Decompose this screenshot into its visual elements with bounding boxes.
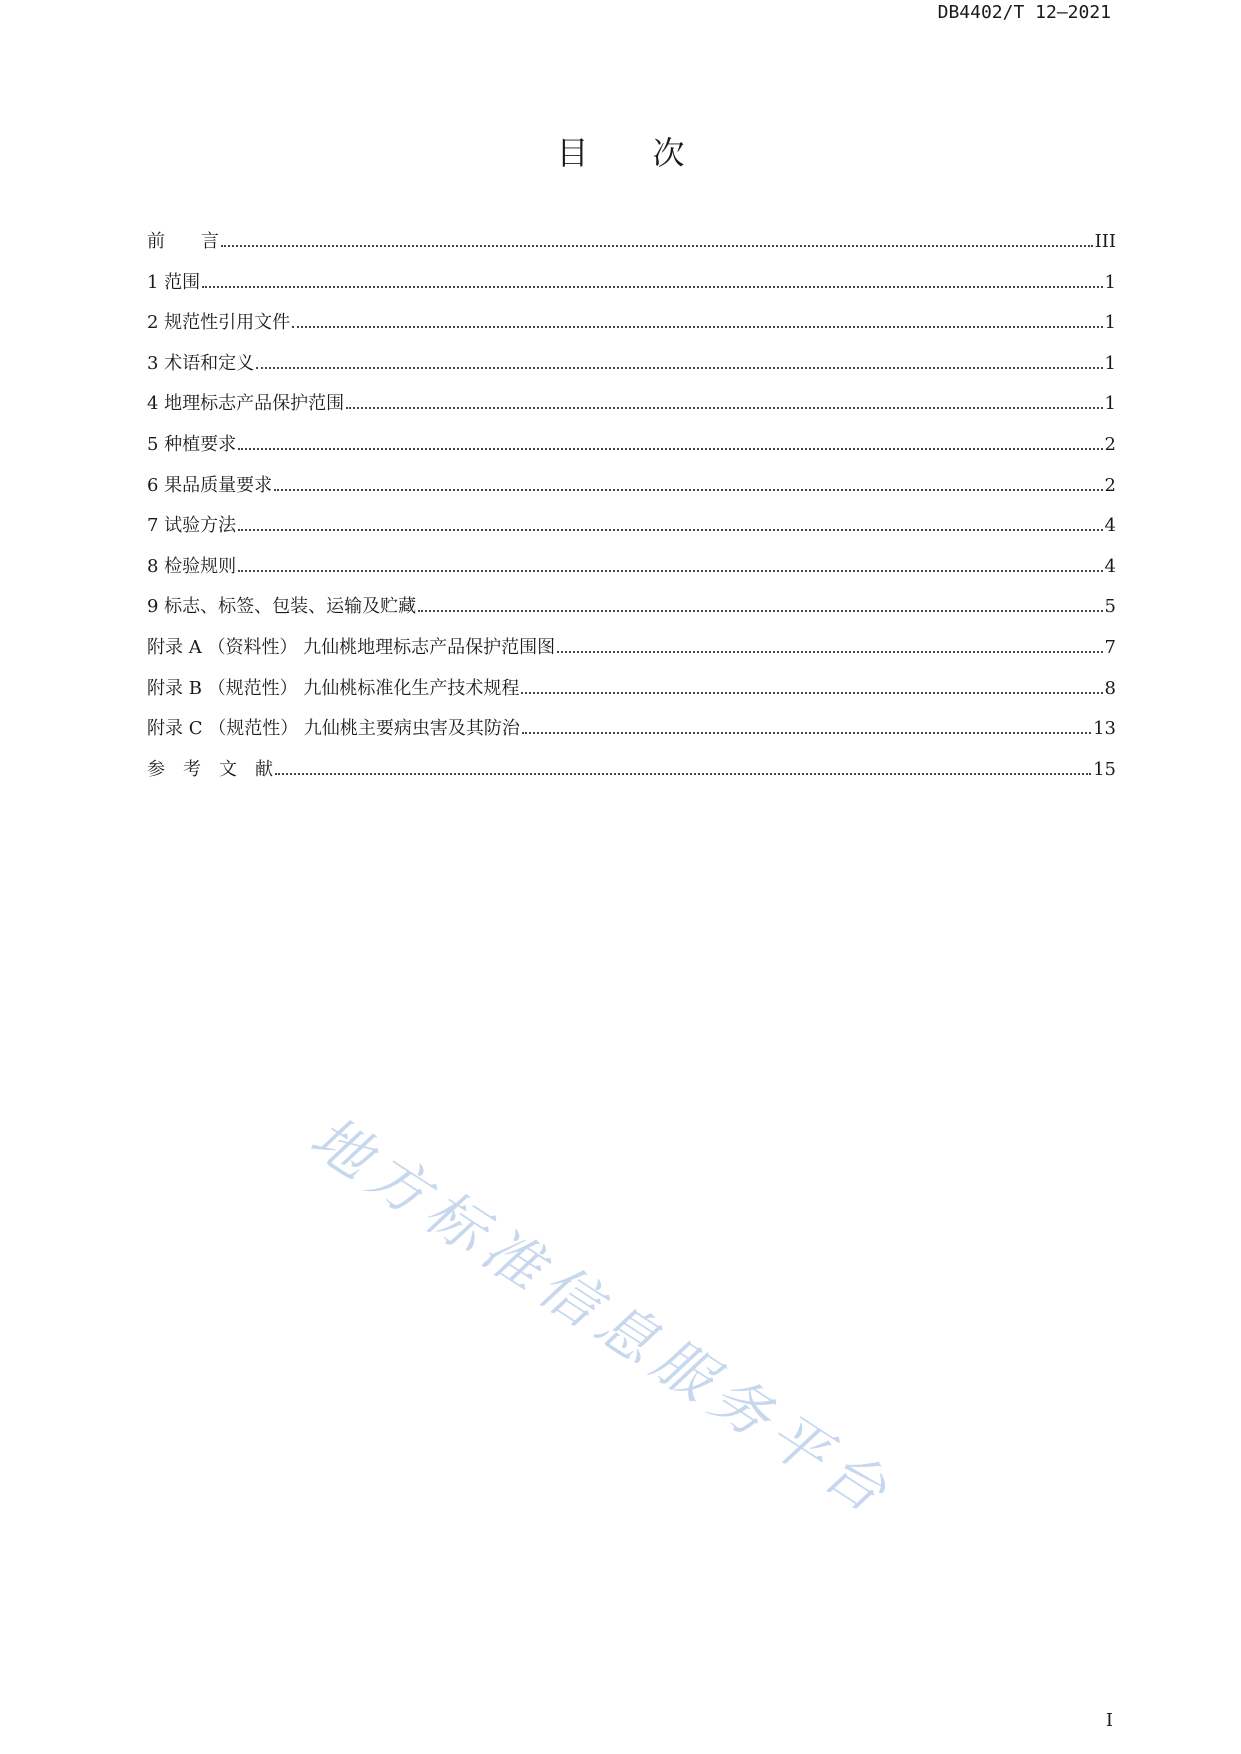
toc-entry-page: 1 xyxy=(1104,352,1116,374)
toc-entry-annex-b[interactable] xyxy=(147,677,1116,718)
toc-entry-page: III xyxy=(1094,231,1116,252)
toc-entry-bibliography[interactable] xyxy=(147,758,1116,799)
toc-entry-label: 附录 C （规范性） 九仙桃主要病虫害及其防治 xyxy=(147,718,520,740)
toc-dot-leader xyxy=(557,650,1102,653)
toc-entry-protection-area[interactable] xyxy=(147,392,1116,433)
toc-entry-page: 8 xyxy=(1104,677,1116,699)
toc-entry-planting-requirements[interactable] xyxy=(147,433,1116,474)
toc-entry-test-methods[interactable] xyxy=(147,514,1116,555)
toc-dot-leader xyxy=(521,691,1102,694)
toc-entry-label: 附录 B （规范性） 九仙桃标准化生产技术规程 xyxy=(147,677,520,699)
watermark: 地方标准信息服务平台 xyxy=(298,1102,907,1531)
toc-dot-leader xyxy=(238,447,1102,450)
toc-entry-page: 13 xyxy=(1093,718,1116,740)
toc-entry-page: 2 xyxy=(1104,433,1116,455)
toc-dot-leader xyxy=(275,772,1091,775)
toc-entry-label: 4 地理标志产品保护范围 xyxy=(147,393,345,415)
toc-entry-label: 5 种植要求 xyxy=(147,433,237,455)
toc-entry-annex-c[interactable] xyxy=(147,717,1116,758)
toc-entry-page: 7 xyxy=(1104,636,1116,658)
toc-entry-page: 1 xyxy=(1104,312,1116,334)
toc-entry-label: 8 检验规则 xyxy=(147,555,237,577)
toc-entry-foreword[interactable] xyxy=(147,230,1116,271)
toc-entry-inspection-rules[interactable] xyxy=(147,555,1116,596)
toc-entry-label: 1 范围 xyxy=(147,271,201,293)
toc-dot-leader xyxy=(238,528,1102,531)
page-number: I xyxy=(1105,1710,1113,1731)
toc-dot-leader xyxy=(202,285,1102,288)
toc-dot-leader xyxy=(238,569,1102,572)
toc-entry-label: 6 果品质量要求 xyxy=(147,474,273,496)
toc-entry-label: 2 规范性引用文件 xyxy=(147,312,291,334)
toc-entry-label: 3 术语和定义 xyxy=(147,352,255,374)
page-title: 目 次 xyxy=(556,134,685,172)
toc-entry-page: 1 xyxy=(1104,271,1116,293)
toc-entry-scope[interactable] xyxy=(147,271,1116,312)
toc-entry-fruit-quality[interactable] xyxy=(147,474,1116,515)
toc-entry-page: 4 xyxy=(1104,555,1116,577)
toc-dot-leader xyxy=(221,244,1093,247)
toc-dot-leader xyxy=(346,406,1102,409)
toc-dot-leader xyxy=(292,325,1102,328)
toc-entry-page: 15 xyxy=(1093,758,1116,780)
toc-entry-marking-packaging[interactable] xyxy=(147,595,1116,636)
toc-entry-label: 附录 A （资料性） 九仙桃地理标志产品保护范围图 xyxy=(147,636,556,658)
toc-entry-page: 1 xyxy=(1104,393,1116,415)
toc-dot-leader xyxy=(418,609,1102,612)
standard-code: DB4402/T 12—2021 xyxy=(937,2,1111,23)
table-of-contents xyxy=(147,230,1116,798)
toc-entry-label: 参 考 文 献 xyxy=(147,758,273,780)
toc-entry-label: 7 试验方法 xyxy=(147,515,237,537)
toc-dot-leader xyxy=(274,488,1102,491)
toc-dot-leader xyxy=(522,731,1091,734)
toc-entry-label: 9 标志、标签、包装、运输及贮藏 xyxy=(147,596,417,618)
toc-dot-leader xyxy=(256,366,1102,369)
toc-entry-annex-a[interactable] xyxy=(147,636,1116,677)
toc-entry-terms-definitions[interactable] xyxy=(147,352,1116,393)
toc-entry-normative-references[interactable] xyxy=(147,311,1116,352)
toc-entry-page: 4 xyxy=(1104,515,1116,537)
toc-entry-label: 前 言 xyxy=(147,231,219,252)
toc-entry-page: 2 xyxy=(1104,474,1116,496)
toc-entry-page: 5 xyxy=(1104,596,1116,618)
